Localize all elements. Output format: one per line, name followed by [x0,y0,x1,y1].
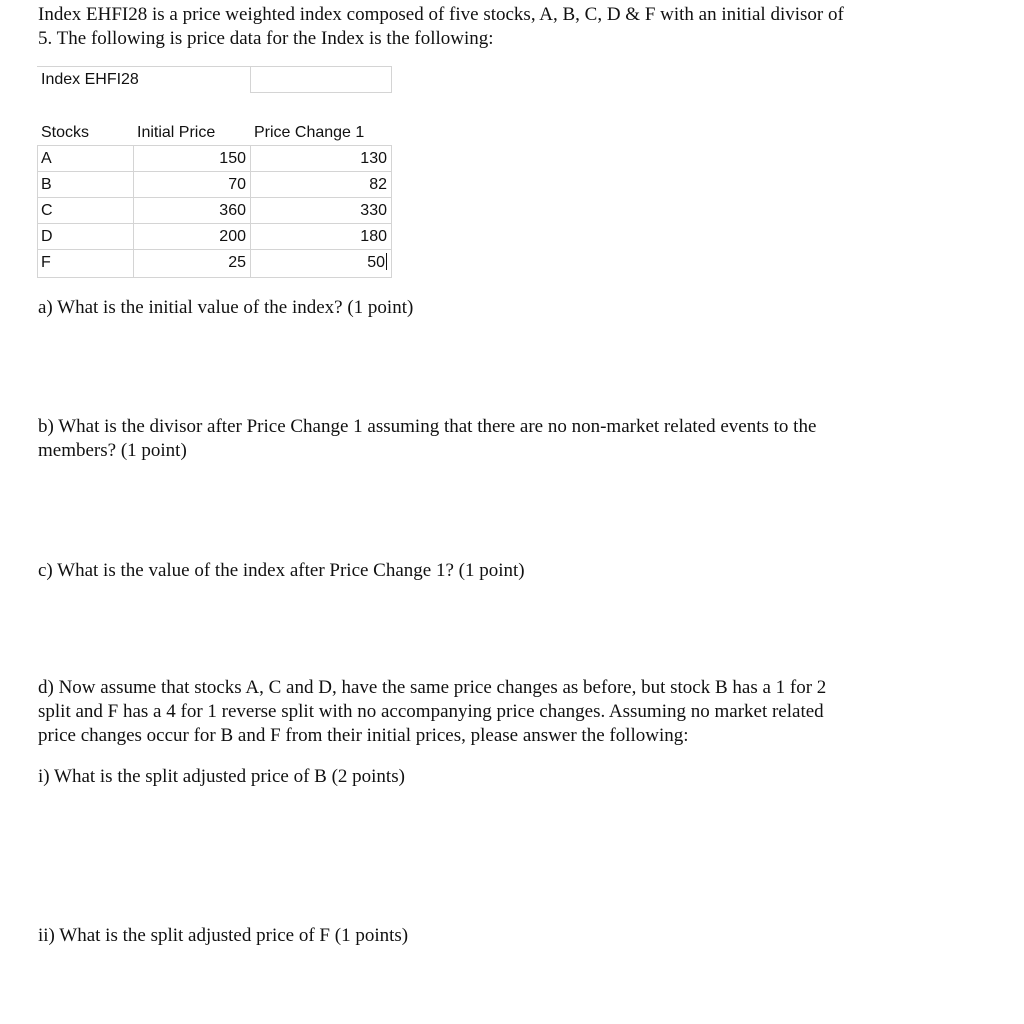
row-c-initial: 360 [219,202,246,219]
question-d [38,676,826,748]
question-d-ii: ii) What is the split adjusted price of F (1 points) [38,925,409,946]
question-a: a) What is the initial value of the index? (1 point) [38,297,414,318]
question-d-line-1: d) Now assume that stocks A, C and D, have the same price changes as before, but stock B has a 1 for 2 [38,677,827,698]
row-c-stock: C [41,202,53,219]
intro-line-1: Index EHFI28 is a price weighted index composed of five stocks, A, B, C, D & F with an initial divisor of [38,4,844,25]
question-c: c) What is the value of the index after Price Change 1? (1 point) [38,560,525,581]
price-data-table [37,66,392,278]
intro-paragraph [38,3,844,51]
row-b-initial: 70 [228,176,246,193]
row-a-change1: 130 [360,150,387,167]
question-d-line-2: split and F has a 4 for 1 reverse split with no accompanying price changes. Assuming no market related [38,701,824,722]
question-b [38,415,816,463]
row-a-stock: A [41,150,52,167]
row-f-change1-cell[interactable] [250,250,391,276]
row-f-initial: 25 [228,254,246,271]
text-cursor [386,253,387,270]
question-b-line-2: members? (1 point) [38,440,187,461]
row-f-stock: F [41,254,51,271]
header-price-change-1: Price Change 1 [254,124,365,141]
question-d-i: i) What is the split adjusted price of B (2 points) [38,766,405,787]
row-d-initial: 200 [219,228,246,245]
row-b-change1: 82 [369,176,387,193]
row-d-change1: 180 [360,228,387,245]
intro-line-2: 5. The following is price data for the Index is the following: [38,28,494,49]
row-a-initial: 150 [219,150,246,167]
row-f-change1: 50 [367,254,385,271]
row-c-change1: 330 [360,202,387,219]
header-initial-price: Initial Price [137,124,216,141]
question-d-line-3: price changes occur for B and F from their initial prices, please answer the following: [38,725,689,746]
question-b-line-1: b) What is the divisor after Price Change 1 assuming that there are no non-market related events to the [38,416,817,437]
row-b-stock: B [41,176,52,193]
row-d-stock: D [41,228,53,245]
table-title: Index EHFI28 [41,71,139,88]
header-stocks: Stocks [41,124,90,141]
